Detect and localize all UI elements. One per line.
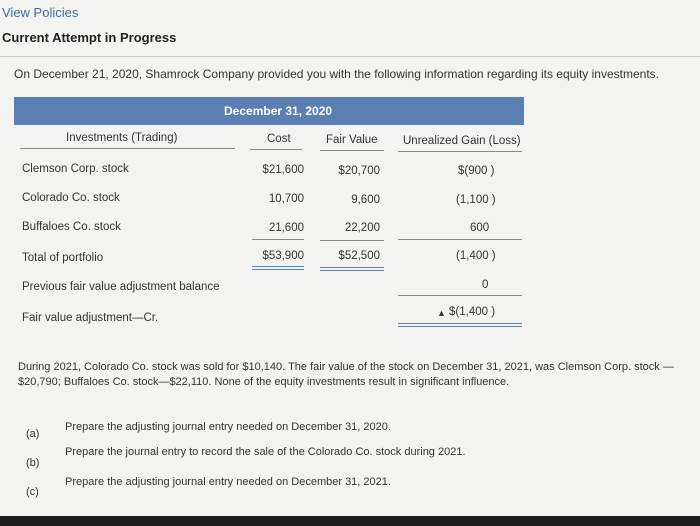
- cell-unrealized: $(900 ): [458, 165, 495, 177]
- cell-cost: $21,600: [262, 164, 304, 176]
- sum-line: [252, 239, 304, 240]
- row-label-previous-balance: Previous fair value adjustment balance: [22, 281, 220, 293]
- cell-fair-value-total: $52,500: [338, 250, 380, 262]
- cell-unrealized-total: (1,400 ): [456, 250, 496, 262]
- col-header-unrealized: Unrealized Gain (Loss): [403, 135, 521, 147]
- cell-cost: 21,600: [268, 222, 304, 234]
- view-policies-link[interactable]: View Policies: [2, 5, 79, 20]
- col-header-investments: Investments (Trading): [66, 132, 178, 144]
- total-underline: [252, 266, 304, 267]
- question-label: (a): [26, 428, 40, 440]
- col-header-underline: [20, 148, 235, 149]
- question-label: (c): [26, 486, 39, 498]
- pointer-cursor-icon: ▲: [437, 308, 446, 318]
- question-text: Prepare the adjusting journal entry needed on December 31, 2020.: [65, 421, 391, 433]
- cell-cost: 10,700: [268, 193, 304, 205]
- current-attempt-heading: Current Attempt in Progress: [2, 30, 177, 45]
- sum-line: [398, 239, 522, 240]
- sum-line: [398, 295, 522, 296]
- total-underline: [252, 269, 304, 270]
- question-text: Prepare the adjusting journal entry needed on December 31, 2021.: [65, 476, 391, 488]
- col-header-underline: [320, 150, 384, 151]
- cell-unrealized: (1,100 ): [456, 194, 496, 206]
- cell-fair-value: 9,600: [351, 194, 380, 206]
- row-label-fair-value-adjustment: Fair value adjustment—Cr.: [22, 312, 159, 324]
- row-label-total: Total of portfolio: [22, 252, 104, 264]
- adjustment-underline: [398, 323, 522, 324]
- adjustment-underline: [398, 326, 522, 327]
- col-header-cost: Cost: [267, 133, 291, 145]
- row-label-colorado: Colorado Co. stock: [22, 192, 120, 204]
- total-underline: [320, 267, 384, 268]
- row-label-clemson: Clemson Corp. stock: [22, 163, 129, 175]
- question-text: Prepare the journal entry to record the sale of the Colorado Co. stock during 2021.: [65, 446, 466, 458]
- row-label-buffaloes: Buffaloes Co. stock: [22, 221, 121, 233]
- section-divider: [0, 56, 700, 57]
- cell-fair-value: $20,700: [338, 165, 380, 177]
- bottom-bar: [0, 516, 700, 526]
- total-underline: [320, 270, 384, 271]
- cell-cost-total: $53,900: [262, 250, 304, 262]
- table-header-date: December 31, 2020: [224, 104, 333, 118]
- col-header-underline: [250, 149, 302, 150]
- cell-unrealized: 600: [470, 222, 490, 234]
- intro-text: On December 21, 2020, Shamrock Company provided you with the following information regarding its equity investments.: [14, 67, 659, 81]
- problem-paragraph: During 2021, Colorado Co. stock was sold for $10,140. The fair value of the stock on December 31, 2021, was Clemson Corp. stock —$20,790; Buffaloes Co. stock—$22,110. None of the equity investments result in significant influence.: [18, 361, 674, 388]
- sum-line: [320, 240, 384, 241]
- col-header-underline: [398, 151, 522, 152]
- cell-fair-value-adjustment: $(1,400 ): [449, 306, 496, 318]
- cell-previous-balance: 0: [482, 279, 489, 291]
- col-header-fair-value: Fair Value: [326, 134, 378, 146]
- question-label: (b): [26, 457, 40, 469]
- cell-fair-value: 22,200: [344, 222, 380, 234]
